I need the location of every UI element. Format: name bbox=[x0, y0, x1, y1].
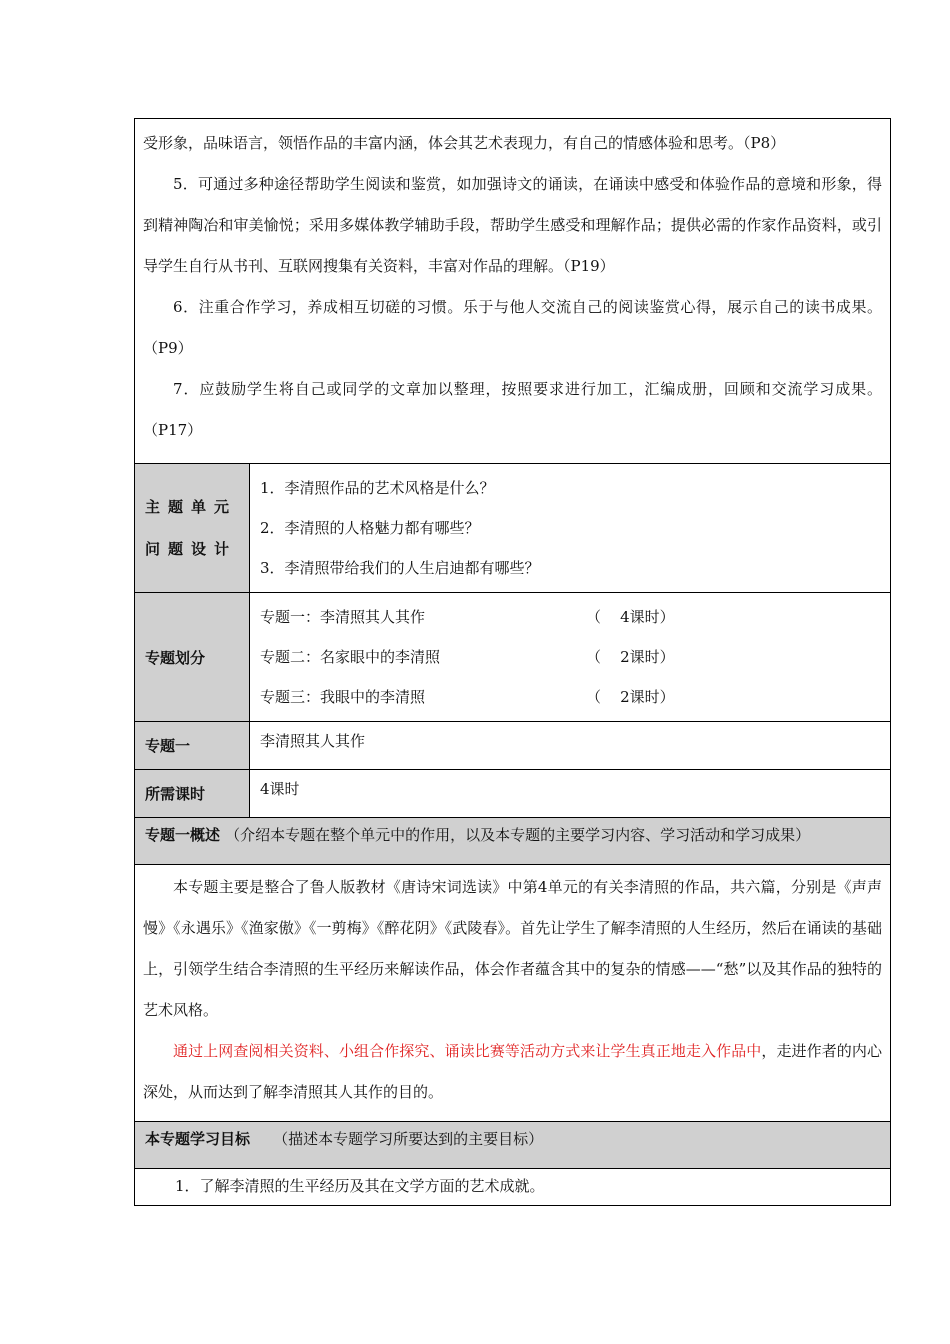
topic1-label: 专题一 bbox=[135, 722, 250, 770]
hours-value: 4课时 bbox=[250, 770, 891, 818]
overview-body bbox=[135, 865, 891, 1122]
goals-desc: （描述本专题学习所要达到的主要目标） bbox=[273, 1130, 544, 1148]
topics-row bbox=[135, 593, 891, 722]
topics-label: 专题划分 bbox=[135, 593, 250, 722]
intro-continuation: 受形象，品味语言，领悟作品的丰富内涵，体会其艺术表现力，有自己的情感体验和思考。（P8） bbox=[143, 134, 786, 152]
topic1-row bbox=[135, 722, 891, 770]
lesson-plan-table bbox=[134, 118, 891, 1206]
questions-cell bbox=[250, 464, 891, 593]
topic-name: 专题一：李清照其人其作 bbox=[260, 608, 426, 626]
topic1-value: 李清照其人其作 bbox=[250, 722, 891, 770]
overview-header-row bbox=[135, 818, 891, 865]
hours-label: 所需课时 bbox=[135, 770, 250, 818]
topic-hours: （ 2课时） bbox=[586, 688, 675, 706]
intro-point-5: 5．可通过多种途径帮助学生阅读和鉴赏，如加强诗文的诵读，在诵读中感受和体验作品的意境和形象，得到精神陶冶和审美愉悦；采用多媒体教学辅助手段，帮助学生感受和理解作品；提供必需的作家作品资料，或引导学生自行从书刊、互联网搜集有关资料，丰富对作品的理解。（P19） bbox=[143, 175, 882, 275]
topic-item bbox=[260, 597, 880, 637]
topic-name: 专题三：我眼中的李清照 bbox=[260, 688, 426, 706]
overview-title: 专题一概述 bbox=[145, 826, 221, 844]
question-item: 3．李清照带给我们的人生启迪都有哪些？ bbox=[260, 559, 540, 577]
intro-point-6: 6．注重合作学习，养成相互切磋的习惯。乐于与他人交流自己的阅读鉴赏心得，展示自己的读书成果。（P9） bbox=[143, 298, 882, 357]
goals-body bbox=[135, 1169, 891, 1206]
question-item: 1．李清照作品的艺术风格是什么？ bbox=[260, 479, 495, 497]
topic-hours: （ 4课时） bbox=[586, 608, 675, 626]
topic-item bbox=[260, 677, 880, 717]
questions-label: 主题单元问题设计 bbox=[135, 464, 250, 593]
goals-header bbox=[135, 1122, 891, 1169]
topic-hours: （ 2课时） bbox=[586, 648, 675, 666]
overview-body-row bbox=[135, 865, 891, 1122]
topic-name: 专题二：名家眼中的李清照 bbox=[260, 648, 441, 666]
overview-paragraph: 本专题主要是整合了鲁人版教材《唐诗宋词选读》中第4单元的有关李清照的作品，共六篇，分别是《声声慢》《永遇乐》《渔家傲》《一剪梅》《醉花阴》《武陵春》。首先让学生了解李清照的人生经历，然后在诵读的基础上，引领学生结合李清照的生平经历来解读作品，体会作者蕴含其中的复杂的情感——“愁”以及其作品的独特的艺术风格。 bbox=[143, 878, 882, 1019]
question-item: 2．李清照的人格魅力都有哪些？ bbox=[260, 519, 480, 537]
topic-item bbox=[260, 637, 880, 677]
overview-highlight: 通过上网查阅相关资料、小组合作探究、诵读比赛等活动方式来让学生真正地走入作品中 bbox=[173, 1042, 762, 1060]
topics-cell bbox=[250, 593, 891, 722]
overview-header bbox=[135, 818, 891, 865]
questions-row bbox=[135, 464, 891, 593]
intro-row bbox=[135, 119, 891, 464]
hours-row bbox=[135, 770, 891, 818]
overview-paragraph-2 bbox=[143, 1031, 882, 1113]
goals-header-row bbox=[135, 1122, 891, 1169]
goals-title: 本专题学习目标 bbox=[145, 1130, 251, 1148]
intro-point-7: 7．应鼓励学生将自己或同学的文章加以整理，按照要求进行加工，汇编成册，回顾和交流学习成果。（P17） bbox=[143, 380, 882, 439]
overview-desc: （介绍本专题在整个单元中的作用，以及本专题的主要学习内容、学习活动和学习成果） bbox=[225, 826, 811, 844]
goal-item: 1．了解李清照的生平经历及其在文学方面的艺术成就。 bbox=[175, 1177, 545, 1195]
goals-body-row bbox=[135, 1169, 891, 1206]
intro-cell bbox=[135, 119, 891, 464]
overview-rest: ，走进作者的内心深处，从而达到了解李清照其人其作的目的。 bbox=[143, 1042, 882, 1101]
